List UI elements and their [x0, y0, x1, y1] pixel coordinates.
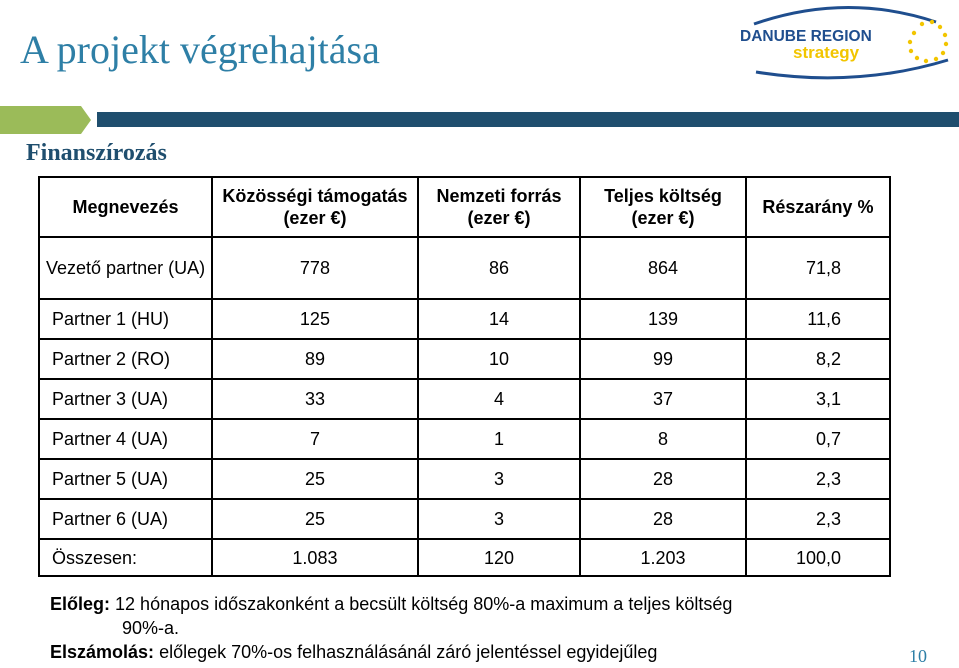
- logo-star-ring: [908, 20, 948, 63]
- table-row: [39, 299, 890, 339]
- cell-total-cost: 139: [580, 299, 746, 339]
- cell-total-cost: 8: [580, 419, 746, 459]
- header-cell: Teljes költség (ezer €): [580, 177, 746, 237]
- table-row: [39, 419, 890, 459]
- table-row: [39, 379, 890, 419]
- cell-community-support: 89: [212, 339, 418, 379]
- band-green-block: [0, 106, 81, 134]
- cell-community-support: 125: [212, 299, 418, 339]
- row-label: Partner 2 (RO): [39, 339, 212, 379]
- cell-national-source: 14: [418, 299, 580, 339]
- table-row: [39, 237, 890, 299]
- row-label: Partner 1 (HU): [39, 299, 212, 339]
- row-label: Partner 3 (UA): [39, 379, 212, 419]
- table-row: [39, 459, 890, 499]
- cell-community-support: 25: [212, 499, 418, 539]
- cell-national-source: 86: [418, 237, 580, 299]
- cell-total-cost: 864: [580, 237, 746, 299]
- advance-note: [50, 592, 890, 616]
- total-national-source: 120: [418, 539, 580, 576]
- header-cell: Részarány %: [746, 177, 890, 237]
- header-cell: Megnevezés: [39, 177, 212, 237]
- cell-total-cost: 28: [580, 499, 746, 539]
- settlement-text: előlegek 70%-os felhasználásánál záró jelentéssel egyidejűleg: [159, 642, 658, 662]
- cell-share-percent: 0,7: [746, 419, 890, 459]
- advance-label: Előleg:: [50, 594, 111, 614]
- table-row: [39, 499, 890, 539]
- band-arrow: [81, 106, 91, 134]
- cell-share-percent: 2,3: [746, 459, 890, 499]
- header-cell: Közösségi támogatás (ezer €): [212, 177, 418, 237]
- danube-region-logo: [736, 0, 958, 86]
- table-header-row: [39, 177, 890, 237]
- header-cell: Nemzeti forrás (ezer €): [418, 177, 580, 237]
- cell-national-source: 1: [418, 419, 580, 459]
- advance-note-continued: 90%-a.: [122, 618, 180, 638]
- page-number: 10: [909, 646, 927, 666]
- cell-national-source: 3: [418, 499, 580, 539]
- settlement-note: [50, 640, 890, 664]
- cell-total-cost: 99: [580, 339, 746, 379]
- cell-community-support: 25: [212, 459, 418, 499]
- cell-share-percent: 71,8: [746, 237, 890, 299]
- cell-total-cost: 37: [580, 379, 746, 419]
- logo-swoosh-top: [754, 7, 936, 24]
- cell-share-percent: 8,2: [746, 339, 890, 379]
- table-total-row: [39, 539, 890, 576]
- row-label: Partner 5 (UA): [39, 459, 212, 499]
- cell-share-percent: 11,6: [746, 299, 890, 339]
- notes-block: [50, 592, 890, 664]
- total-community-support: 1.083: [212, 539, 418, 576]
- row-label: Vezető partner (UA): [39, 237, 212, 299]
- cell-share-percent: 3,1: [746, 379, 890, 419]
- row-label: Partner 6 (UA): [39, 499, 212, 539]
- logo-line2: strategy: [793, 43, 860, 62]
- cell-community-support: 778: [212, 237, 418, 299]
- section-heading: Finanszírozás: [26, 140, 167, 166]
- cell-national-source: 3: [418, 459, 580, 499]
- table-row: [39, 339, 890, 379]
- settlement-label: Elszámolás:: [50, 642, 155, 662]
- total-label: Összesen:: [39, 539, 212, 576]
- cell-community-support: 33: [212, 379, 418, 419]
- cell-national-source: 4: [418, 379, 580, 419]
- cell-share-percent: 2,3: [746, 499, 890, 539]
- cell-national-source: 10: [418, 339, 580, 379]
- cell-total-cost: 28: [580, 459, 746, 499]
- total-share-percent: 100,0: [746, 539, 890, 576]
- slide-title: A projekt végrehajtása: [20, 27, 380, 72]
- total-cost: 1.203: [580, 539, 746, 576]
- cell-community-support: 7: [212, 419, 418, 459]
- header-divider-band: [0, 106, 959, 134]
- band-blue-bar: [97, 112, 959, 127]
- logo-swoosh-bottom: [756, 60, 948, 78]
- advance-text: 12 hónapos időszakonként a becsült költség 80%-a maximum a teljes költség: [115, 594, 733, 614]
- financing-table: [38, 176, 891, 577]
- row-label: Partner 4 (UA): [39, 419, 212, 459]
- logo-line1: DANUBE REGION: [740, 28, 872, 45]
